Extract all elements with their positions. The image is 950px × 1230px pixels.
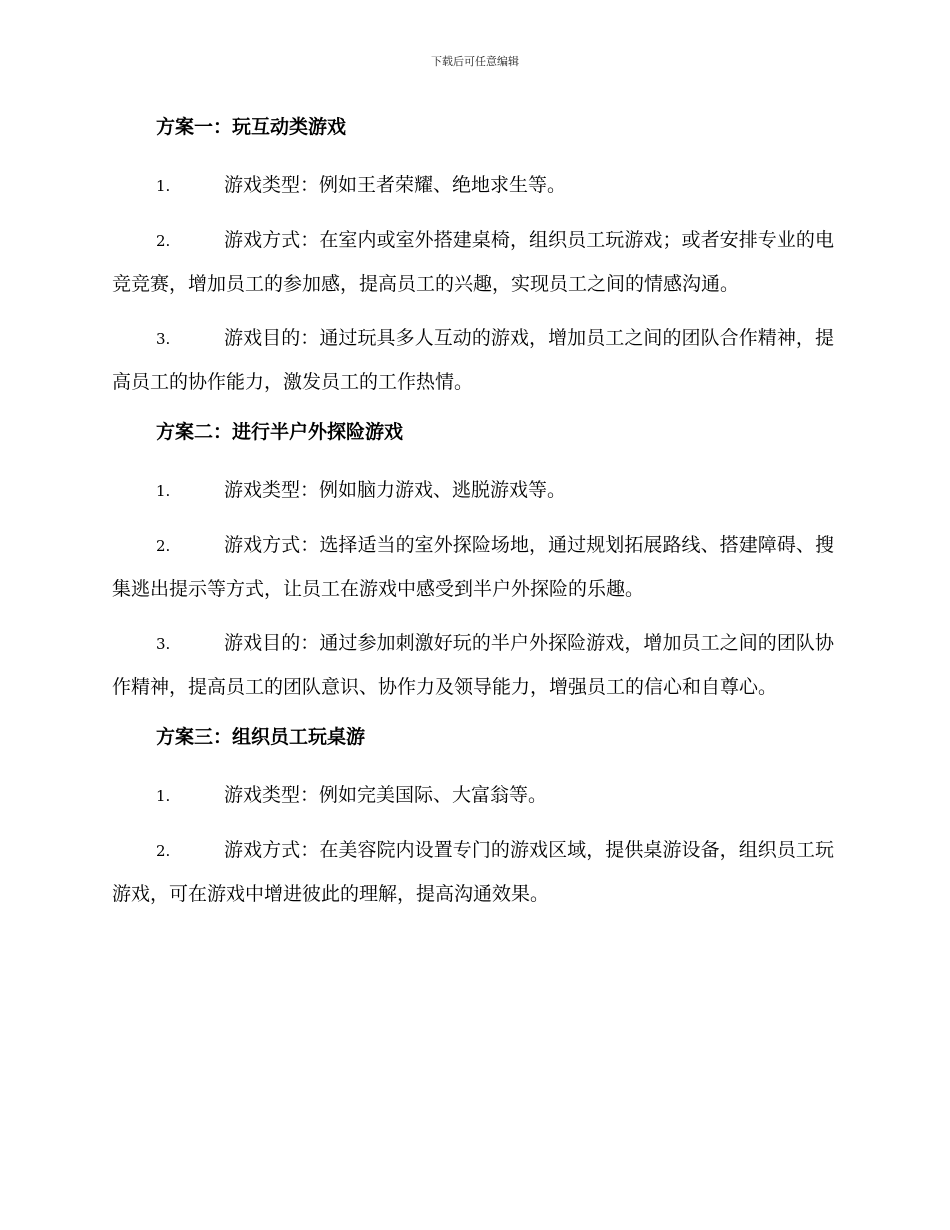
list-item [112,622,834,709]
list-item-number: 1. [156,787,171,805]
list-item-number: 2. [156,232,171,250]
section-plan-1 [112,110,834,404]
list-item [112,469,834,513]
list-item [112,829,834,916]
section-title: 方案二：进行半户外探险游戏 [156,421,404,443]
list-item-number: 1. [156,177,171,195]
list-item-text: 游戏类型：例如脑力游戏、逃脱游戏等。 [224,479,567,501]
list-item-number: 2. [156,842,171,860]
list-item-text: 游戏目的：通过参加刺激好玩的半户外探险游戏，增加员工之间的团队协作精神，提高员工的团队意识、协作力及领导能力，增强员工的信心和自尊心。 [112,632,834,698]
list-item-number: 1. [156,482,171,500]
list-item [112,317,834,404]
list-item-text: 游戏方式：在室内或室外搭建桌椅，组织员工玩游戏；或者安排专业的电竞竞赛，增加员工的参加感，提高员工的兴趣，实现员工之间的情感沟通。 [112,229,834,295]
list-item-text: 游戏目的：通过玩具多人互动的游戏，增加员工之间的团队合作精神，提高员工的协作能力，激发员工的工作热情。 [112,327,834,393]
list-item-text: 游戏方式：在美容院内设置专门的游戏区域，提供桌游设备，组织员工玩游戏，可在游戏中增进彼此的理解，提高沟通效果。 [112,839,834,905]
section-plan-3 [112,720,834,916]
header-note: 下载后可任意编辑 [431,55,519,68]
section-title: 方案三：组织员工玩桌游 [156,726,366,748]
list-item [112,774,834,818]
list-item-text: 游戏类型：例如完美国际、大富翁等。 [224,784,548,806]
list-item-number: 3. [156,330,171,348]
list-item-number: 3. [156,635,171,653]
list-item-text: 游戏方式：选择适当的室外探险场地，通过规划拓展路线、搭建障碍、搜集逃出提示等方式，让员工在游戏中感受到半户外探险的乐趣。 [112,534,834,600]
list-item [112,164,834,208]
list-item-text: 游戏类型：例如王者荣耀、绝地求生等。 [224,174,567,196]
list-item-number: 2. [156,537,171,555]
list-item [112,219,834,306]
section-plan-2 [112,415,834,709]
list-item [112,524,834,611]
document-body [112,110,834,927]
section-title: 方案一：玩互动类游戏 [156,116,347,138]
